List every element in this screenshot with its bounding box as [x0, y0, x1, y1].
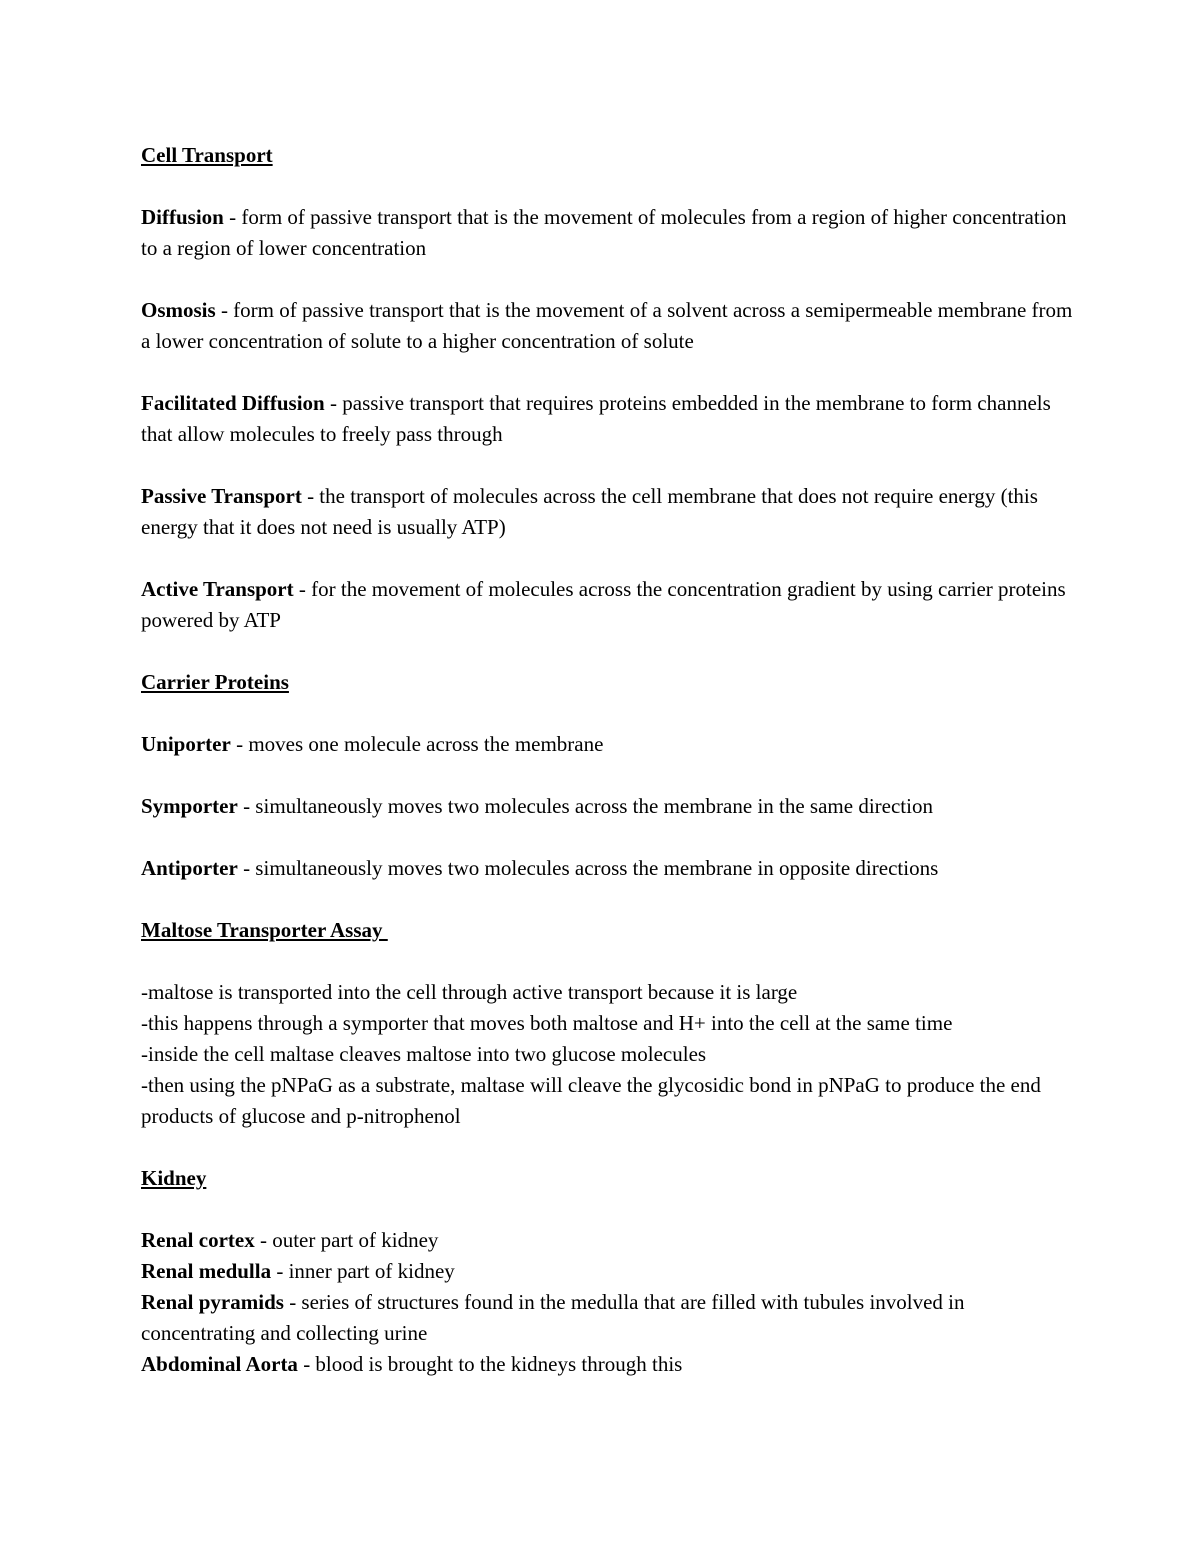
- definition-passive-transport: [141, 481, 1081, 543]
- term-renal-cortex: Renal cortex: [141, 1228, 255, 1252]
- definition-renal-pyramids: [141, 1287, 1081, 1349]
- term-symporter: Symporter: [141, 794, 238, 818]
- definition-text: - passive transport that requires proteins embedded in the membrane to form channels that allow molecules to freely pass through: [141, 391, 1051, 446]
- definition-text: - outer part of kidney: [254, 1228, 439, 1252]
- definition-abdominal-aorta: [141, 1349, 1081, 1380]
- definition-text: - series of structures found in the medulla that are filled with tubules involved in concentrating and collecting urine: [141, 1290, 965, 1345]
- definition-facilitated-diffusion: [141, 388, 1081, 450]
- definition-text: - for the movement of molecules across the concentration gradient by using carrier proteins powered by ATP: [141, 577, 1066, 632]
- term-facilitated-diffusion: Facilitated Diffusion: [141, 391, 325, 415]
- note-line: -inside the cell maltase cleaves maltose into two glucose molecules: [141, 1042, 707, 1066]
- note-line: -this happens through a symporter that moves both maltose and H+ into the cell at the same time: [141, 1011, 953, 1035]
- term-diffusion: Diffusion: [141, 205, 224, 229]
- term-passive-transport: Passive Transport: [141, 484, 302, 508]
- definition-active-transport: [141, 574, 1081, 636]
- note-line: -maltose is transported into the cell through active transport because it is large: [141, 980, 798, 1004]
- definition-uniporter: [141, 729, 1081, 760]
- heading-kidney: Kidney: [141, 1166, 207, 1190]
- definition-text: - form of passive transport that is the movement of a solvent across a semipermeable membrane from a lower concentration of solute to a higher concentration of solute: [141, 298, 1073, 353]
- term-active-transport: Active Transport: [141, 577, 294, 601]
- definition-antiporter: [141, 853, 1081, 884]
- definition-text: - moves one molecule across the membrane: [230, 732, 604, 756]
- note-line: -then using the pNPaG as a substrate, maltase will cleave the glycosidic bond in pNPaG to produce the end products of glucose and p-nitrophenol: [141, 1073, 1041, 1128]
- definition-text: - inner part of kidney: [271, 1259, 455, 1283]
- definition-renal-medulla: [141, 1256, 1081, 1287]
- heading-cell-transport: Cell Transport: [141, 143, 273, 167]
- term-uniporter: Uniporter: [141, 732, 231, 756]
- definition-text: - form of passive transport that is the movement of molecules from a region of higher concentration to a region of lower concentration: [141, 205, 1067, 260]
- definition-diffusion: [141, 202, 1081, 264]
- term-renal-pyramids: Renal pyramids: [141, 1290, 284, 1314]
- definition-osmosis: [141, 295, 1081, 357]
- term-abdominal-aorta: Abdominal Aorta: [141, 1352, 298, 1376]
- definition-renal-cortex: [141, 1225, 1081, 1256]
- heading-maltose-transporter-assay: Maltose Transporter Assay: [141, 918, 388, 942]
- document-page: [141, 140, 1081, 1380]
- definition-text: - the transport of molecules across the cell membrane that does not require energy (this energy that it does not need is usually ATP): [141, 484, 1038, 539]
- definition-text: - simultaneously moves two molecules across the membrane in the same direction: [237, 794, 933, 818]
- definition-text: - blood is brought to the kidneys through this: [297, 1352, 683, 1376]
- maltose-assay-notes: [141, 977, 1081, 1132]
- definition-text: - simultaneously moves two molecules across the membrane in opposite directions: [237, 856, 939, 880]
- term-antiporter: Antiporter: [141, 856, 238, 880]
- term-renal-medulla: Renal medulla: [141, 1259, 272, 1283]
- heading-carrier-proteins: Carrier Proteins: [141, 670, 289, 694]
- term-osmosis: Osmosis: [141, 298, 216, 322]
- definition-symporter: [141, 791, 1081, 822]
